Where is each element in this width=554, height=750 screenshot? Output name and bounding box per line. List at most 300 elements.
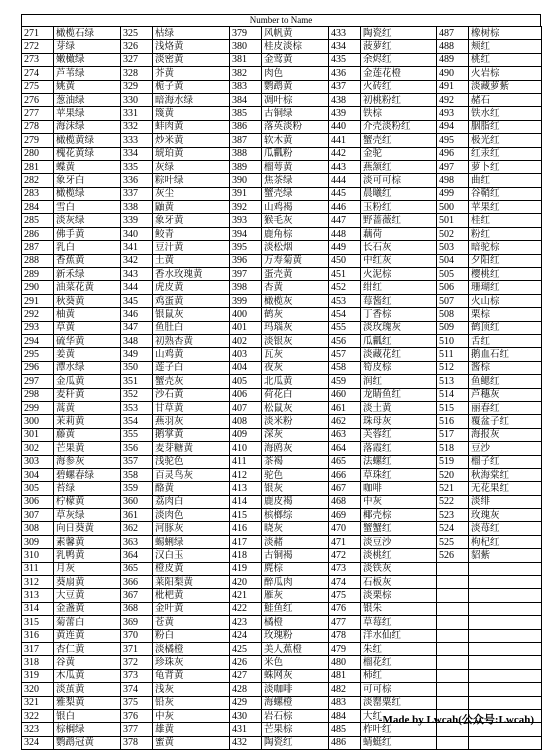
color-number-cell: 414 [230, 495, 262, 508]
color-name-cell: 蝶黄 [54, 160, 121, 173]
color-name-cell: 浅烙黄 [153, 40, 230, 53]
color-name-cell: 枇杷黄 [153, 589, 230, 602]
color-name-cell: 野蔷薇红 [361, 214, 437, 227]
color-number-cell: 334 [121, 147, 153, 160]
color-number-cell: 413 [230, 482, 262, 495]
color-number-cell: 272 [22, 40, 54, 53]
color-name-cell: 淡藏花红 [361, 348, 437, 361]
color-name-cell: 鹅掌黄 [153, 428, 230, 441]
color-number-cell [437, 562, 469, 575]
color-name-cell: 菠萝红 [361, 40, 437, 53]
color-number-cell: 348 [121, 334, 153, 347]
color-number-cell: 373 [121, 669, 153, 682]
color-name-cell: 淡桃红 [361, 549, 437, 562]
color-name-cell: 鹦鹉冠黄 [54, 736, 121, 749]
color-number-cell: 499 [437, 187, 469, 200]
color-name-cell: 柿红 [361, 669, 437, 682]
color-number-cell: 329 [121, 80, 153, 93]
color-number-cell: 306 [22, 495, 54, 508]
color-name-cell: 酪黄 [153, 482, 230, 495]
color-name-cell: 蟹壳红 [361, 134, 437, 147]
color-number-cell: 317 [22, 642, 54, 655]
color-name-cell: 嫩橄绿 [54, 53, 121, 66]
color-number-cell: 512 [437, 361, 469, 374]
color-name-cell: 麦秆黄 [54, 388, 121, 401]
color-name-cell: 鱼肚白 [153, 321, 230, 334]
color-number-cell: 356 [121, 442, 153, 455]
color-name-cell: 榴子红 [469, 455, 542, 468]
color-name-cell: 琥珀黄 [153, 147, 230, 160]
table-row [22, 174, 542, 187]
color-name-cell: 葵扇黄 [54, 576, 121, 589]
color-number-cell: 504 [437, 254, 469, 267]
color-number-cell: 376 [121, 709, 153, 722]
color-name-cell: 润红 [361, 375, 437, 388]
color-number-cell: 338 [121, 201, 153, 214]
color-number-cell: 340 [121, 227, 153, 240]
color-name-cell: 猴毛灰 [262, 214, 329, 227]
color-number-cell: 392 [230, 201, 262, 214]
color-name-cell: 金莲花橙 [361, 67, 437, 80]
color-number-cell: 351 [121, 375, 153, 388]
color-number-cell: 344 [121, 281, 153, 294]
color-number-cell: 380 [230, 40, 262, 53]
color-number-cell: 460 [329, 388, 361, 401]
color-name-cell: 鹅血石红 [469, 348, 542, 361]
color-number-cell: 448 [329, 227, 361, 240]
color-number-cell: 430 [230, 709, 262, 722]
color-number-cell: 359 [121, 482, 153, 495]
color-name-cell: 大豆黄 [54, 589, 121, 602]
color-name-cell: 河豚灰 [153, 522, 230, 535]
color-number-cell: 313 [22, 589, 54, 602]
color-name-cell: 无花果红 [469, 482, 542, 495]
color-name-cell: 朱红 [361, 642, 437, 655]
color-name-cell: 蜻蜓红 [361, 736, 437, 749]
color-name-cell: 淡灰绿 [54, 214, 121, 227]
color-number-cell: 382 [230, 67, 262, 80]
color-name-cell: 火泥棕 [361, 268, 437, 281]
color-number-cell: 484 [329, 709, 361, 722]
color-name-cell: 雪白 [54, 201, 121, 214]
table-row [22, 683, 542, 696]
color-number-cell: 281 [22, 160, 54, 173]
color-name-cell: 淡肉色 [153, 509, 230, 522]
color-number-cell: 302 [22, 442, 54, 455]
color-name-cell: 甘草黄 [153, 401, 230, 414]
color-number-cell: 449 [329, 241, 361, 254]
color-number-cell: 489 [437, 53, 469, 66]
color-name-cell: 枸杞红 [469, 535, 542, 548]
color-number-cell: 515 [437, 401, 469, 414]
color-name-cell: 潭水绿 [54, 361, 121, 374]
color-name-cell: 北瓜黄 [262, 375, 329, 388]
color-number-cell: 386 [230, 120, 262, 133]
color-number-cell: 310 [22, 549, 54, 562]
color-number-cell: 431 [230, 723, 262, 736]
color-number-cell: 427 [230, 669, 262, 682]
color-name-cell: 夜灰 [262, 361, 329, 374]
color-name-cell: 麦芽糖黄 [153, 442, 230, 455]
color-name-cell: 粉白 [153, 629, 230, 642]
color-number-cell: 332 [121, 120, 153, 133]
color-name-cell: 淡铁灰 [361, 562, 437, 575]
color-number-cell: 454 [329, 308, 361, 321]
color-name-cell: 秋海棠红 [469, 468, 542, 481]
color-number-cell: 496 [437, 147, 469, 160]
color-number-cell: 301 [22, 428, 54, 441]
color-number-cell: 390 [230, 174, 262, 187]
color-number-cell: 508 [437, 308, 469, 321]
color-name-cell: 柞叶红 [361, 723, 437, 736]
color-number-cell: 526 [437, 549, 469, 562]
color-name-cell: 桂红 [469, 214, 542, 227]
color-name-cell: 秋葵黄 [54, 294, 121, 307]
color-number-cell: 393 [230, 214, 262, 227]
color-name-cell: 黄连黄 [54, 629, 121, 642]
color-number-cell: 402 [230, 334, 262, 347]
color-name-cell: 佛手黄 [54, 227, 121, 240]
color-number-cell: 345 [121, 294, 153, 307]
color-number-cell: 516 [437, 415, 469, 428]
color-number-cell: 444 [329, 174, 361, 187]
table-row [22, 334, 542, 347]
color-name-cell: 新禾绿 [54, 268, 121, 281]
color-name-cell: 大红 [361, 709, 437, 722]
color-name-cell: 丁香棕 [361, 308, 437, 321]
color-number-cell: 519 [437, 455, 469, 468]
color-name-cell: 榴花红 [361, 656, 437, 669]
color-name-cell [469, 669, 542, 682]
color-name-cell [469, 656, 542, 669]
color-number-cell: 456 [329, 334, 361, 347]
color-number-cell: 458 [329, 361, 361, 374]
color-name-cell: 初熟杏黄 [153, 334, 230, 347]
table-row [22, 187, 542, 200]
color-name-cell: 草黄 [54, 321, 121, 334]
table-row [22, 616, 542, 629]
color-number-cell: 479 [329, 642, 361, 655]
color-name-cell: 金莺黄 [262, 53, 329, 66]
color-name-cell [469, 602, 542, 615]
color-number-cell: 442 [329, 147, 361, 160]
color-name-cell: 燕羽灰 [153, 415, 230, 428]
color-number-cell: 488 [437, 40, 469, 53]
color-number-cell: 388 [230, 147, 262, 160]
table-row [22, 629, 542, 642]
table-row [22, 535, 542, 548]
color-number-cell: 409 [230, 428, 262, 441]
table-row [22, 53, 542, 66]
color-name-cell: 灰绿 [153, 160, 230, 173]
color-name-cell: 草珠红 [361, 468, 437, 481]
color-name-cell: 鮭鱼红 [262, 602, 329, 615]
color-name-cell: 橙皮黄 [153, 562, 230, 575]
color-number-cell: 391 [230, 187, 262, 200]
color-name-cell: 石板灰 [361, 576, 437, 589]
color-number-cell: 457 [329, 348, 361, 361]
color-name-cell: 岩石棕 [262, 709, 329, 722]
color-number-cell [437, 736, 469, 749]
color-name-cell: 晨曦红 [361, 187, 437, 200]
color-name-cell: 驼色 [262, 468, 329, 481]
color-number-cell: 487 [437, 27, 469, 40]
color-name-cell: 草莓红 [361, 616, 437, 629]
color-name-cell: 淡土黄 [361, 401, 437, 414]
color-number-cell: 273 [22, 53, 54, 66]
color-number-cell: 425 [230, 642, 262, 655]
color-name-cell: 古铜绿 [262, 107, 329, 120]
color-number-cell: 501 [437, 214, 469, 227]
color-number-cell: 492 [437, 93, 469, 106]
color-number-cell: 474 [329, 576, 361, 589]
color-name-cell: 淡可可棕 [361, 174, 437, 187]
table-row [22, 388, 542, 401]
table-row [22, 27, 542, 40]
color-name-cell: 淡豆沙 [361, 535, 437, 548]
color-name-cell: 菊蕾白 [54, 616, 121, 629]
color-number-cell: 524 [437, 522, 469, 535]
color-name-cell: 乳鸭黄 [54, 549, 121, 562]
color-name-cell: 樱桃红 [469, 268, 542, 281]
color-name-cell [469, 642, 542, 655]
color-number-cell: 305 [22, 482, 54, 495]
color-number-cell: 300 [22, 415, 54, 428]
color-number-cell: 506 [437, 281, 469, 294]
color-number-cell: 323 [22, 723, 54, 736]
color-name-cell: 栀子黄 [153, 80, 230, 93]
table-row [22, 361, 542, 374]
color-number-cell [437, 616, 469, 629]
color-number-cell: 434 [329, 40, 361, 53]
color-number-cell: 493 [437, 107, 469, 120]
color-number-cell [437, 656, 469, 669]
color-number-cell: 398 [230, 281, 262, 294]
table-row [22, 736, 542, 749]
color-number-cell: 525 [437, 535, 469, 548]
color-number-cell: 284 [22, 201, 54, 214]
color-name-cell: 桃红 [469, 53, 542, 66]
color-number-cell: 295 [22, 348, 54, 361]
color-name-cell: 沙石黄 [153, 388, 230, 401]
color-number-cell: 308 [22, 522, 54, 535]
table-row [22, 201, 542, 214]
color-number-cell: 406 [230, 388, 262, 401]
color-number-cell: 483 [329, 696, 361, 709]
color-name-cell: 绀红 [361, 281, 437, 294]
color-name-cell: 火砖红 [361, 80, 437, 93]
color-name-cell: 瓜瓤粉 [262, 147, 329, 160]
color-name-cell: 麂棕 [262, 562, 329, 575]
color-number-cell: 283 [22, 187, 54, 200]
color-number-cell: 463 [329, 428, 361, 441]
color-name-cell: 蟹蟹红 [361, 522, 437, 535]
color-name-cell: 落霞红 [361, 442, 437, 455]
color-name-cell: 银鼠灰 [153, 308, 230, 321]
color-name-cell: 山鸡黄 [153, 348, 230, 361]
color-number-cell: 432 [230, 736, 262, 749]
table-row [22, 348, 542, 361]
color-name-cell: 杏仁黄 [54, 642, 121, 655]
color-number-cell: 389 [230, 160, 262, 173]
color-name-cell: 芙蓉红 [361, 428, 437, 441]
color-name-cell [469, 562, 542, 575]
color-name-cell: 鱼鳃红 [469, 375, 542, 388]
color-name-cell: 丽春红 [469, 401, 542, 414]
color-name-cell: 蛋壳黄 [262, 268, 329, 281]
color-number-cell: 401 [230, 321, 262, 334]
color-name-cell: 槟榔综 [262, 509, 329, 522]
color-number-cell: 514 [437, 388, 469, 401]
color-name-cell: 篾黄 [153, 107, 230, 120]
color-name-cell: 中红灰 [361, 254, 437, 267]
table-row [22, 214, 542, 227]
color-number-cell: 304 [22, 468, 54, 481]
color-name-cell: 油菜花黄 [54, 281, 121, 294]
color-name-cell: 枯绿 [153, 27, 230, 40]
color-name-cell: 貂紫 [469, 549, 542, 562]
color-number-cell: 452 [329, 281, 361, 294]
color-name-cell: 椰壳棕 [361, 509, 437, 522]
color-name-cell: 谷黄 [54, 656, 121, 669]
color-number-cell [437, 669, 469, 682]
color-number-cell: 282 [22, 174, 54, 187]
color-name-cell: 豆汁黄 [153, 241, 230, 254]
color-number-cell: 509 [437, 321, 469, 334]
color-name-cell: 芒果棕 [262, 723, 329, 736]
color-number-cell: 328 [121, 67, 153, 80]
color-number-cell: 505 [437, 268, 469, 281]
color-number-cell: 423 [230, 616, 262, 629]
color-name-cell: 落英淡粉 [262, 120, 329, 133]
color-table-body [22, 27, 542, 750]
color-name-cell: 葱油绿 [54, 93, 121, 106]
color-name-sheet [21, 14, 541, 750]
color-number-cell: 362 [121, 522, 153, 535]
color-number-cell: 361 [121, 509, 153, 522]
color-number-cell: 347 [121, 321, 153, 334]
table-row [22, 602, 542, 615]
color-name-cell: 虎皮黄 [153, 281, 230, 294]
color-number-cell: 277 [22, 107, 54, 120]
color-name-cell: 颊红 [469, 40, 542, 53]
color-number-cell: 336 [121, 174, 153, 187]
color-number-cell: 299 [22, 401, 54, 414]
color-number-cell: 315 [22, 616, 54, 629]
color-number-cell: 435 [329, 53, 361, 66]
color-name-cell: 莓酱红 [361, 294, 437, 307]
color-name-cell: 铁棕 [361, 107, 437, 120]
color-name-cell: 淡银灰 [262, 334, 329, 347]
color-number-cell: 418 [230, 549, 262, 562]
color-number-cell: 274 [22, 67, 54, 80]
color-name-cell: 蟹壳绿 [262, 187, 329, 200]
color-name-cell: 鲛青 [153, 227, 230, 240]
color-name-cell: 粽叶绿 [153, 174, 230, 187]
color-name-cell: 金盏黄 [54, 602, 121, 615]
color-number-cell: 480 [329, 656, 361, 669]
color-name-cell: 海沫绿 [54, 120, 121, 133]
color-number-cell: 400 [230, 308, 262, 321]
color-number-cell: 381 [230, 53, 262, 66]
color-number-cell: 309 [22, 535, 54, 548]
color-name-cell: 玫瑰灰 [469, 509, 542, 522]
color-number-cell: 369 [121, 616, 153, 629]
color-name-cell: 土黄 [153, 254, 230, 267]
color-number-cell: 521 [437, 482, 469, 495]
color-name-cell: 浅灰 [153, 683, 230, 696]
color-name-cell: 蛛网灰 [262, 669, 329, 682]
color-number-cell: 377 [121, 723, 153, 736]
color-number-cell: 298 [22, 388, 54, 401]
color-name-cell: 焦茶绿 [262, 174, 329, 187]
color-name-cell: 杏黄 [262, 281, 329, 294]
color-name-cell: 极光红 [469, 134, 542, 147]
color-name-cell: 雁灰 [262, 589, 329, 602]
color-name-cell: 浅驼色 [153, 455, 230, 468]
color-number-cell: 303 [22, 455, 54, 468]
color-name-cell: 桂皮淡棕 [262, 40, 329, 53]
color-number-cell: 523 [437, 509, 469, 522]
color-number-cell: 330 [121, 93, 153, 106]
color-number-cell: 364 [121, 549, 153, 562]
color-name-cell: 芽绿 [54, 40, 121, 53]
color-name-cell [469, 736, 542, 749]
color-name-cell: 淡苺红 [469, 522, 542, 535]
color-name-cell: 淡栗棕 [361, 589, 437, 602]
color-name-cell: 风帆黄 [262, 27, 329, 40]
color-name-cell: 蟹壳灰 [153, 375, 230, 388]
color-name-cell: 鹿皮褐 [262, 495, 329, 508]
color-number-cell: 372 [121, 656, 153, 669]
color-table [21, 26, 542, 750]
color-number-cell: 469 [329, 509, 361, 522]
color-name-cell: 珍珠灰 [153, 656, 230, 669]
color-name-cell: 淡玫瑰灰 [361, 321, 437, 334]
color-name-cell: 珠母灰 [361, 415, 437, 428]
color-number-cell: 275 [22, 80, 54, 93]
color-name-cell: 龟背黄 [153, 669, 230, 682]
color-name-cell: 豆沙 [469, 442, 542, 455]
table-row [22, 562, 542, 575]
color-name-cell: 粉红 [469, 227, 542, 240]
color-number-cell: 510 [437, 334, 469, 347]
color-number-cell: 394 [230, 227, 262, 240]
color-name-cell: 法螺红 [361, 455, 437, 468]
color-number-cell: 339 [121, 214, 153, 227]
table-row [22, 656, 542, 669]
color-name-cell: 槐花黄绿 [54, 147, 121, 160]
color-name-cell: 柚黄 [54, 308, 121, 321]
table-row [22, 294, 542, 307]
color-name-cell: 玉粉红 [361, 201, 437, 214]
color-name-cell: 橡树棕 [469, 27, 542, 40]
color-number-cell: 475 [329, 589, 361, 602]
color-name-cell: 橄榄绿 [54, 187, 121, 200]
table-row [22, 428, 542, 441]
color-number-cell: 486 [329, 736, 361, 749]
color-name-cell: 姜黄 [54, 348, 121, 361]
color-name-cell: 淡咖啡 [262, 683, 329, 696]
color-name-cell: 淡绯 [469, 495, 542, 508]
color-name-cell: 鹦鹉黄 [262, 80, 329, 93]
color-name-cell: 陶瓷红 [361, 27, 437, 40]
color-number-cell: 476 [329, 602, 361, 615]
color-name-cell: 蒿黄 [54, 401, 121, 414]
color-number-cell: 296 [22, 361, 54, 374]
color-number-cell: 366 [121, 576, 153, 589]
color-name-cell: 芦穗灰 [469, 388, 542, 401]
